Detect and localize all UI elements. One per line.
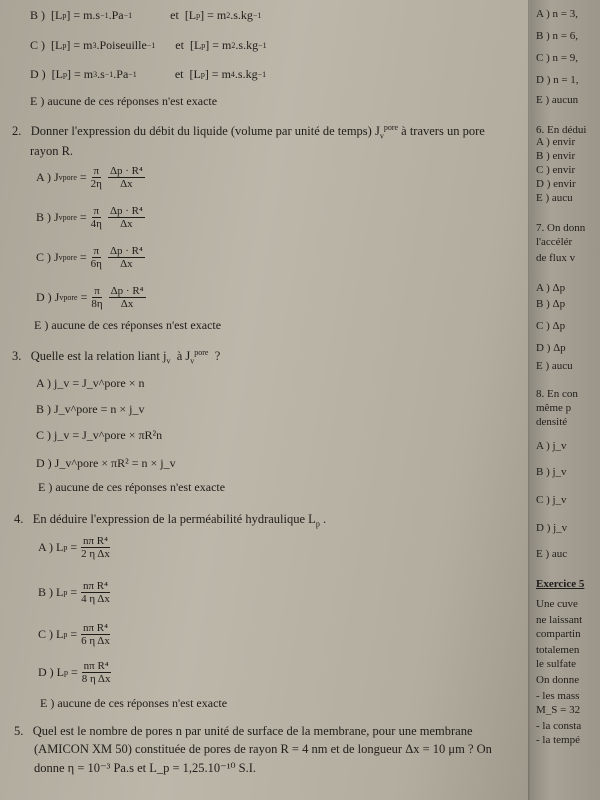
- question-number: 2.: [12, 124, 22, 139]
- sup: −1: [146, 41, 156, 50]
- sup: pore: [383, 123, 399, 132]
- right-page-line: D ) envir: [536, 178, 576, 190]
- sub: p: [64, 668, 68, 678]
- q2-option-e: E ) aucune de ces réponses n'est exacte: [34, 318, 222, 332]
- right-page-line: A ) Δp: [536, 282, 566, 294]
- sub: v: [58, 213, 63, 223]
- denominator: Δx: [120, 258, 133, 271]
- right-page-line: - la tempé: [536, 734, 580, 746]
- right-page-line: 7. On donn: [536, 222, 586, 234]
- denominator: Δx: [120, 298, 134, 311]
- q5-stem-line3: donne η = 10⁻³ Pa.s et L_p = 1,25.10⁻¹⁰ S.I.: [34, 761, 257, 775]
- option-label: D ): [30, 67, 46, 81]
- right-page-line: B ) n = 6,: [536, 30, 578, 42]
- numerator: π: [93, 205, 100, 217]
- option-label: C ): [30, 38, 45, 52]
- question-text: à J: [176, 349, 191, 364]
- right-page-line: C ) j_v: [536, 494, 567, 506]
- q4-option-b: [38, 580, 114, 605]
- fraction: [108, 245, 145, 270]
- sub: v: [59, 293, 64, 303]
- q5-stem-line2: (AMICON XM 50) constituée de pores de rayon R = 4 nm et de longueur Δx = 10 μm ? On: [34, 742, 492, 756]
- question-text: Quel est le nombre de pores n par unité de surface de la membrane, pour une membrane: [32, 724, 473, 738]
- equals: =: [70, 540, 78, 555]
- unit-text: .Poiseuille: [96, 38, 147, 52]
- fraction: [109, 285, 146, 310]
- option-label: B ) L: [38, 585, 64, 600]
- denominator: 2η: [90, 178, 102, 191]
- unit-text: ] = m: [67, 67, 94, 81]
- sub: v: [58, 253, 63, 263]
- denominator: 4 η Δx: [81, 593, 110, 606]
- fraction: [80, 660, 113, 685]
- denominator: 4η: [90, 218, 102, 231]
- q5-stem-line1: [14, 724, 473, 739]
- denominator: Δx: [120, 178, 133, 191]
- sup: 2: [231, 41, 236, 50]
- fraction: [108, 165, 145, 190]
- unit-text: .s.kg: [235, 38, 259, 52]
- lp-bracket: [L: [51, 38, 63, 52]
- numerator: π: [94, 285, 100, 297]
- numerator: nπ R⁴: [83, 622, 108, 634]
- option-label: D ) J: [36, 290, 60, 305]
- sub: p: [62, 41, 67, 50]
- q4-option-e: E ) aucune de ces réponses n'est exacte: [40, 696, 228, 710]
- right-page-line: compartin: [536, 628, 581, 640]
- option-label: C ) L: [38, 627, 64, 642]
- sub: p: [196, 11, 201, 20]
- question-text: ?: [214, 349, 221, 364]
- sup: −1: [258, 41, 267, 50]
- q3-stem: [12, 348, 220, 366]
- fraction: [79, 580, 112, 605]
- numerator: nπ R⁴: [83, 580, 108, 592]
- fraction: [89, 205, 104, 230]
- sup: pore: [194, 348, 209, 357]
- equals: =: [79, 210, 87, 225]
- lp-bracket: [L: [184, 8, 197, 22]
- q3-option-d: D ) J_v^pore × πR² = n × j_v: [36, 456, 176, 470]
- fraction: [79, 535, 112, 560]
- fraction: [89, 165, 104, 190]
- right-page-line: B ) envir: [536, 150, 576, 162]
- right-page-line: C ) Δp: [536, 320, 566, 332]
- sub: v: [58, 173, 63, 183]
- right-page-line: même p: [536, 402, 572, 414]
- sub: v: [190, 356, 195, 366]
- lp-bracket: [L: [51, 67, 63, 81]
- q2-option-c: [36, 245, 147, 270]
- sub: p: [63, 630, 68, 640]
- option-label: A ) L: [38, 540, 64, 555]
- option-label: B ): [30, 8, 45, 22]
- equals: =: [71, 665, 78, 680]
- right-page-line: - la consta: [536, 720, 582, 732]
- right-page-line: M_S = 32: [536, 704, 581, 716]
- sup: pore: [63, 293, 78, 303]
- right-page-line: D ) Δp: [536, 342, 566, 354]
- lp-bracket: [L: [189, 38, 202, 52]
- sub: v: [379, 131, 384, 141]
- right-page-line: E ) auc: [536, 548, 568, 560]
- right-page-line: B ) j_v: [536, 466, 567, 478]
- et-text: et: [175, 38, 184, 52]
- question-text: En déduire l'expression de la perméabilité hydraulique L: [32, 512, 316, 526]
- right-page-line: le sulfate: [536, 658, 577, 670]
- q2-option-b: [36, 205, 147, 230]
- right-page-line: D ) j_v: [536, 522, 568, 534]
- right-page-line: D ) n = 1,: [536, 74, 579, 86]
- q3-option-c: C ) j_v = J_v^pore × πR²n: [36, 428, 163, 442]
- question-text: .: [322, 512, 327, 526]
- unit-text: .Pa: [113, 67, 129, 81]
- q4-stem: [14, 512, 326, 529]
- question-number: 4.: [14, 512, 24, 526]
- right-page-line: Exercice 5: [536, 578, 585, 590]
- q2-option-d: [36, 285, 148, 310]
- numerator: π: [93, 245, 100, 257]
- unit-text: ] = m.s: [66, 8, 101, 22]
- question-text: Quelle est la relation liant j: [30, 349, 167, 364]
- et-text: et: [170, 8, 179, 22]
- unit-text: .Pa: [108, 8, 124, 22]
- right-page-line: A ) envir: [536, 136, 576, 148]
- unit-text: .s: [97, 67, 105, 81]
- numerator: nπ R⁴: [83, 660, 109, 672]
- fraction: [89, 245, 104, 270]
- right-page-line: Une cuve: [536, 598, 578, 610]
- unit-text: ] = m: [205, 38, 232, 52]
- lp-bracket: [L: [51, 8, 63, 22]
- right-page-line: - les mass: [536, 690, 580, 702]
- right-page-line: E ) aucu: [536, 360, 573, 372]
- sub: p: [315, 519, 320, 529]
- equals: =: [70, 585, 78, 600]
- sup: pore: [62, 253, 77, 263]
- equals: =: [79, 250, 87, 265]
- sub: p: [201, 41, 206, 50]
- sub: p: [63, 588, 68, 598]
- right-page-line: l'accélér: [536, 236, 573, 248]
- question-text: à travers un pore: [401, 124, 485, 139]
- q1-option-b: [30, 8, 261, 23]
- sub: p: [63, 543, 68, 553]
- numerator: Δp · R⁴: [109, 245, 143, 257]
- sup: pore: [62, 173, 77, 183]
- numerator: Δp · R⁴: [109, 205, 143, 217]
- right-page-line: C ) n = 9,: [536, 52, 578, 64]
- right-page: [530, 0, 600, 800]
- right-page-line: On donne: [536, 674, 580, 686]
- right-page-line: A ) n = 3,: [536, 8, 578, 20]
- option-label: D ) L: [38, 665, 64, 680]
- numerator: Δp · R⁴: [110, 285, 144, 297]
- sup: −1: [104, 70, 114, 79]
- unit-text: ] = m: [204, 67, 231, 81]
- denominator: 8η: [91, 298, 103, 311]
- right-page-line: 6. En dédui: [536, 124, 587, 136]
- numerator: nπ R⁴: [83, 535, 108, 547]
- option-label: C ) J: [36, 250, 59, 265]
- question-text: Donner l'expression du débit du liquide (volume par unité de temps) J: [30, 124, 380, 139]
- denominator: 2 η Δx: [81, 548, 110, 561]
- unit-text: .s.kg: [234, 67, 258, 81]
- right-page-line: densité: [536, 416, 568, 428]
- sup: −1: [257, 70, 267, 79]
- fraction: [89, 285, 104, 310]
- right-page-line: E ) aucun: [536, 94, 579, 106]
- denominator: Δx: [120, 218, 133, 231]
- right-page-line: B ) Δp: [536, 298, 566, 310]
- sup: 2: [226, 11, 231, 20]
- fraction: [108, 205, 145, 230]
- sup: −1: [123, 11, 133, 20]
- unit-text: ] = m: [200, 8, 227, 22]
- sub: p: [63, 70, 67, 79]
- sub: p: [200, 70, 205, 79]
- equals: =: [79, 170, 87, 185]
- denominator: 8 η Δx: [81, 673, 111, 686]
- sup: 4: [230, 70, 235, 79]
- unit-text: ] = m: [66, 38, 93, 52]
- right-page-line: 8. En con: [536, 388, 578, 400]
- numerator: π: [93, 165, 100, 177]
- equals: =: [80, 290, 88, 305]
- q1-option-d: [30, 67, 266, 82]
- q4-option-a: [38, 535, 114, 560]
- equals: =: [70, 627, 78, 642]
- right-page-line: totalemen: [536, 644, 580, 656]
- numerator: Δp · R⁴: [109, 165, 143, 177]
- q3-option-e: E ) aucune de ces réponses n'est exacte: [38, 480, 226, 494]
- q2-stem-line2: rayon R.: [30, 144, 74, 158]
- right-page-line: E ) aucu: [536, 192, 573, 204]
- right-page-line: de flux v: [536, 252, 576, 264]
- sup: pore: [62, 213, 77, 223]
- sup: −1: [252, 11, 262, 20]
- q1-option-e: E ) aucune de ces réponses n'est exacte: [30, 94, 218, 108]
- fraction: [79, 622, 112, 647]
- q3-option-a: A ) j_v = J_v^pore × n: [36, 376, 145, 390]
- unit-text: .s.kg: [230, 8, 253, 22]
- sup: −1: [128, 70, 137, 79]
- sup: −1: [100, 11, 109, 20]
- sup: 3: [92, 41, 97, 50]
- denominator: 6η: [90, 258, 102, 271]
- denominator: 6 η Δx: [81, 635, 110, 648]
- q2-stem: [12, 123, 485, 141]
- question-number: 5.: [14, 724, 24, 738]
- sub: p: [62, 11, 67, 20]
- right-page-line: A ) j_v: [536, 440, 567, 452]
- right-page-line: C ) envir: [536, 164, 576, 176]
- sub: v: [166, 356, 171, 366]
- q3-option-b: B ) J_v^pore = n × j_v: [36, 402, 145, 416]
- sup: 3: [93, 70, 98, 79]
- q1-option-c: [30, 38, 267, 53]
- q4-option-d: [38, 660, 115, 685]
- question-number: 3.: [12, 349, 22, 364]
- option-label: A ) J: [36, 170, 59, 185]
- q4-option-c: [38, 622, 114, 647]
- et-text: et: [174, 67, 184, 81]
- lp-bracket: [L: [189, 67, 201, 81]
- option-label: B ) J: [36, 210, 59, 225]
- q2-option-a: [36, 165, 147, 190]
- right-page-line: ne laissant: [536, 614, 583, 626]
